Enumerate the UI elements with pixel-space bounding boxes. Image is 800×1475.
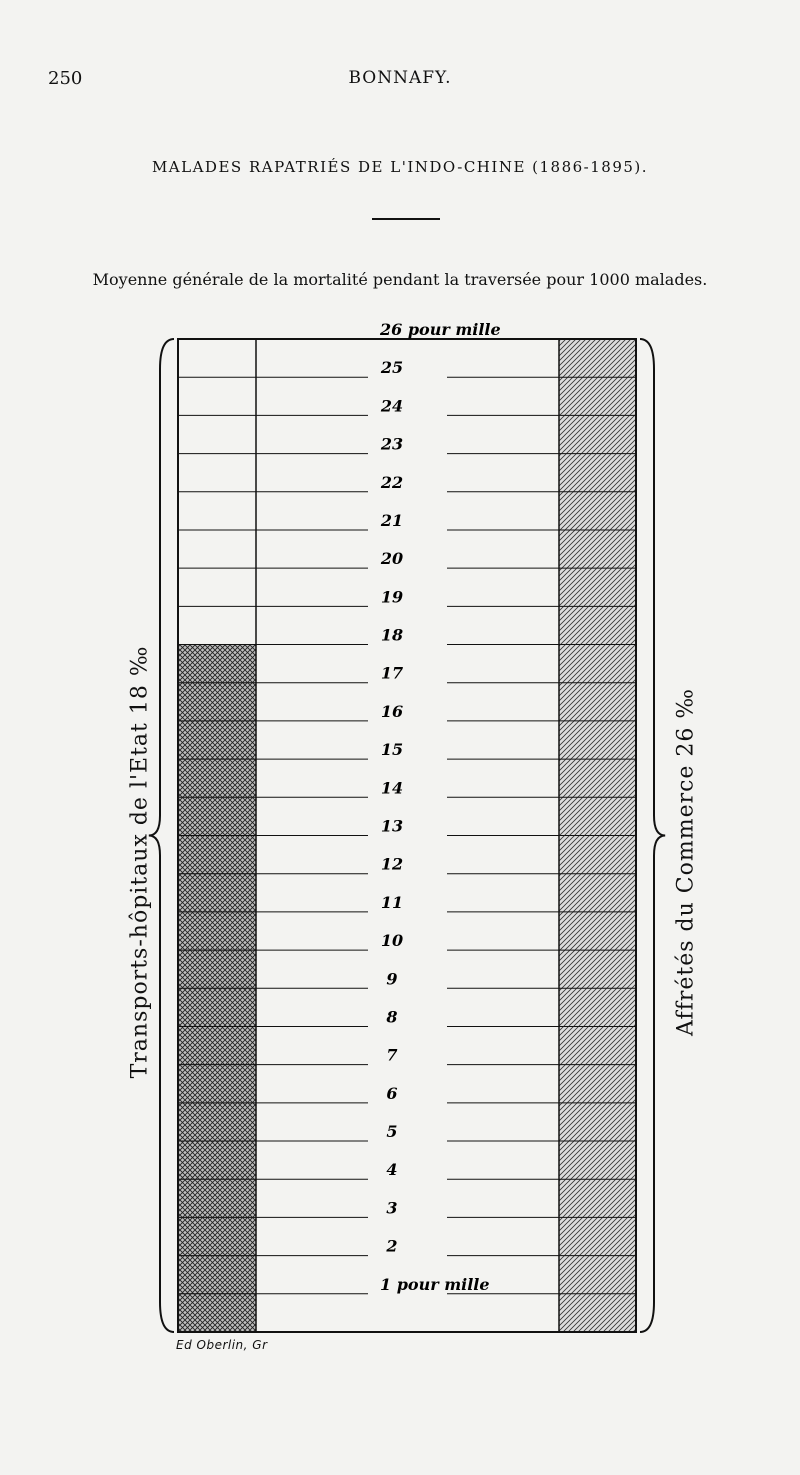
tick-label: 17 — [380, 663, 404, 683]
running-head: BONNAFY. — [348, 68, 452, 88]
tick-label: 8 — [386, 1007, 398, 1027]
left-series-label: Transports-hôpitaux de l'Etat 18 ‰ — [127, 645, 153, 1079]
tick-label: 5 — [386, 1122, 398, 1142]
tick-label: 2 — [386, 1236, 398, 1256]
engraver-credit: Ed Oberlin, Gr — [176, 1338, 268, 1352]
chart-subtitle: Moyenne générale de la mortalité pendant la traversée pour 1000 malades. — [92, 270, 708, 289]
tick-label: 3 — [386, 1198, 398, 1218]
tick-label: 13 — [380, 816, 404, 836]
tick-label: 18 — [380, 625, 404, 645]
tick-label: 6 — [386, 1083, 398, 1103]
tick-label: 20 — [380, 549, 404, 569]
tick-label: 7 — [386, 1045, 398, 1065]
right-brace — [640, 339, 665, 1332]
tick-label: 25 — [380, 358, 404, 378]
tick-label: 16 — [380, 701, 404, 721]
tick-label: 19 — [380, 587, 404, 607]
right-series-label: Affrétés du Commerce 26 ‰ — [673, 688, 699, 1036]
tick-label: 1 pour mille — [380, 1274, 490, 1294]
tick-label: 10 — [380, 931, 404, 951]
tick-label: 11 — [380, 892, 404, 912]
tick-label: 26 pour mille — [380, 320, 501, 339]
page-number: 250 — [48, 68, 83, 89]
tick-label: 15 — [380, 740, 404, 760]
tick-label: 21 — [380, 510, 404, 530]
tick-label: 22 — [380, 472, 404, 492]
tick-label: 12 — [380, 854, 404, 874]
tick-label: 9 — [386, 969, 398, 989]
tick-label: 24 — [380, 396, 404, 416]
tick-label: 23 — [380, 434, 404, 454]
tick-label: 4 — [386, 1160, 398, 1180]
left-brace — [149, 339, 174, 1332]
chart-title: MALADES RAPATRIÉS DE L'INDO-CHINE (1886-1895). — [151, 158, 649, 176]
tick-label: 14 — [380, 778, 404, 798]
